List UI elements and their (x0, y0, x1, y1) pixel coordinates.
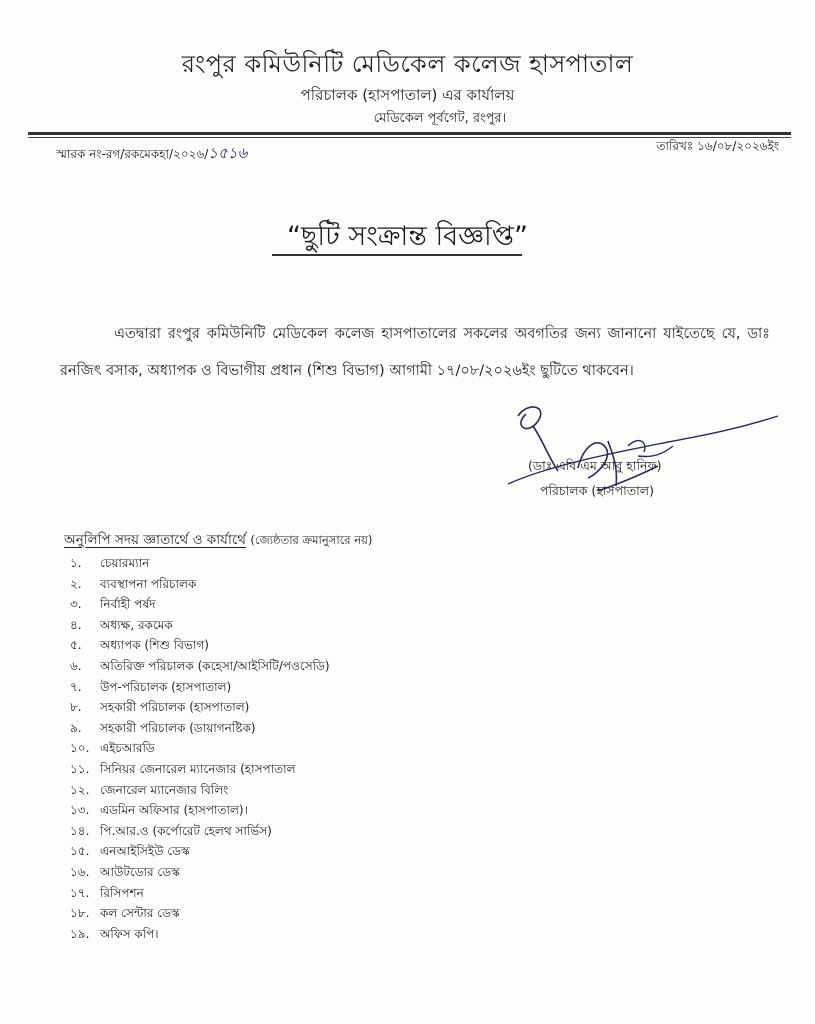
cc-list-item (70, 924, 330, 945)
header-divider-thick (28, 132, 791, 135)
cc-item-text: এইচআরডি (100, 741, 155, 756)
notice-body: এতদ্বারা রংপুর কমিউনিটি মেডিকেল কলেজ হাসপাতালের সকলের অবগতির জন্য জানানো যাইতেছে যে, ডাঃ রনজিৎ বসাক, অধ্যাপক ও বিভাগীয় প্রধান (শিশু বিভাগ) আগামী ১৭/০৮/২০২৬ইং ছুটিতে থাকবেন। (60, 326, 770, 379)
cc-item-text: আউটডোর ডেস্ক (100, 864, 180, 879)
memo-prefix: স্মারক নং-রগ/রকমেকহা/২০২৬/ (56, 147, 209, 161)
cc-item-number: ১১. (70, 761, 90, 776)
cc-item-number: ১৫. (70, 844, 90, 859)
cc-item-number: ১৮. (70, 906, 90, 921)
cc-item-number: ১৪. (70, 823, 90, 838)
cc-heading-label: অনুলিপি সদয় জ্ঞাতার্থে ও কার্যার্থে (64, 532, 247, 548)
cc-item-text: নির্বাহী পর্ষদ (100, 597, 156, 612)
cc-heading-note: (জ্যেষ্ঠতার ক্রমানুসারে নয়) (250, 533, 373, 547)
cc-item-text: জেনারেল ম্যানেজার বিলিং (100, 782, 229, 797)
cc-item-text: অধ্যাপক (শিশু বিভাগ) (100, 638, 209, 653)
cc-list-item (70, 738, 330, 759)
cc-item-number: ৩. (70, 597, 82, 612)
cc-item-text: চেয়ারম্যান (100, 556, 150, 570)
cc-item-number: ১৭. (70, 885, 90, 900)
memo-handwritten-number: ১৫১৬ (208, 144, 248, 162)
cc-heading (64, 529, 372, 552)
cc-list-item (70, 759, 330, 780)
memo-number (56, 142, 247, 167)
cc-item-number: ৪. (70, 617, 82, 632)
cc-item-text: অধ্যক্ষ, রকমেক (100, 617, 173, 632)
cc-item-text: এনআইসিইউ ডেস্ক (100, 844, 190, 859)
cc-list-item (70, 841, 330, 862)
cc-item-number: ২. (70, 576, 82, 591)
cc-item-number: ১. (70, 556, 82, 570)
cc-item-number: ১৩. (70, 803, 90, 818)
memo-date: তারিখঃ ১৬/০৮/২০২৬ইং (656, 139, 779, 153)
cc-list-item (70, 903, 330, 924)
signatory-name: (ডাঃ এবি এম আবু হানিফ) (528, 458, 662, 473)
notice-heading-underline (272, 254, 522, 256)
cc-list-item (70, 697, 330, 718)
cc-item-text: অফিস কপি। (100, 926, 159, 941)
cc-item-text: উপ-পরিচালক (হাসপাতাল) (100, 679, 232, 694)
cc-list-item (70, 780, 330, 801)
cc-list-item (70, 656, 330, 677)
hospital-name: রংপুর কমিউনিটি মেডিকেল কলেজ হাসপাতাল (181, 50, 634, 78)
cc-item-number: ৭. (70, 679, 82, 694)
cc-item-number: ৯. (70, 720, 82, 735)
cc-item-text: অতিরিক্ত পরিচালক (কহেসা/আইসিটি/পওসেডি) (100, 658, 330, 673)
cc-item-text: সহকারী পরিচালক (হাসপাতাল) (100, 700, 250, 715)
signatory-designation: পরিচালক (হাসপাতাল) (540, 483, 654, 498)
cc-item-number: ৮. (70, 700, 82, 715)
notice-heading: “ছুটি সংক্রান্ত বিজ্ঞপ্তি” (287, 221, 528, 252)
cc-item-number: ৫. (70, 638, 82, 653)
cc-item-number: ১২. (70, 782, 90, 797)
cc-list-item (70, 821, 330, 842)
cc-item-text: রিসিপশন (100, 885, 144, 900)
cc-item-text: ব্যবস্থাপনা পরিচালক (100, 576, 197, 591)
office-name: পরিচালক (হাসপাতাল) এর কার্যালয় (300, 86, 515, 104)
cc-list-item (70, 677, 330, 698)
cc-item-text: সিনিয়র জেনারেল ম্যানেজার (হাসপাতাল (100, 761, 296, 776)
cc-list-item (70, 635, 330, 656)
cc-item-text: কল সেন্টার ডেস্ক (100, 906, 180, 921)
office-address: মেডিকেল পূর্বগেট, রংপুর। (373, 111, 507, 126)
cc-list-item (70, 553, 330, 574)
cc-list-item (70, 574, 330, 595)
cc-list-item (70, 718, 330, 739)
cc-list-item (70, 883, 330, 904)
cc-list-item (70, 615, 330, 636)
cc-list-item (70, 800, 330, 821)
cc-item-number: ১৬. (70, 864, 90, 879)
cc-item-text: এডমিন অফিসার (হাসপাতাল)। (100, 803, 248, 818)
cc-recipient-list (70, 553, 330, 944)
cc-item-text: পি.আর.ও (কর্পোরেট হেলথ সার্ভিস) (100, 823, 272, 838)
cc-list-item (70, 594, 330, 615)
cc-item-text: সহকারী পরিচালক (ডায়াগনষ্টিক) (100, 720, 256, 735)
cc-item-number: ১০. (70, 741, 90, 756)
cc-item-number: ১৯. (70, 926, 90, 941)
cc-list-item (70, 862, 330, 883)
cc-item-number: ৬. (70, 658, 82, 673)
